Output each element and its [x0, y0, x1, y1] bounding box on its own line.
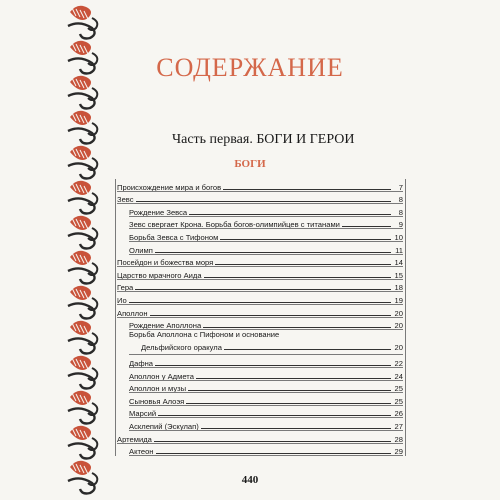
toc-entry-page: 25 — [394, 384, 403, 394]
toc-entry-label: Борьба Аполлона с Пифоном и основание — [129, 330, 280, 340]
toc-entry-page: 8 — [398, 195, 403, 205]
dot-leader — [154, 441, 391, 442]
page-title: СОДЕРЖАНИЕ — [156, 53, 344, 82]
ornament-scroll — [68, 128, 95, 143]
toc-entry-page: 25 — [394, 396, 403, 406]
dot-leader — [186, 403, 391, 404]
toc-entry-label: Зевс свергает Крона. Борьба богов-олимпийцев с титанами — [129, 220, 340, 230]
dot-leader — [223, 189, 391, 190]
dot-leader — [155, 252, 391, 253]
dot-leader — [220, 239, 391, 240]
page-number: 440 — [241, 474, 259, 486]
toc-entry-page: 20 — [394, 321, 403, 331]
toc-entry-label: Аполлон — [117, 308, 148, 318]
toc-entry-label: Актеон — [129, 447, 154, 457]
ornament-scroll — [68, 303, 95, 318]
toc-entry-label: Царство мрачного Аида — [117, 270, 202, 280]
dot-leader — [224, 349, 391, 350]
toc-entry-page: 9 — [398, 220, 403, 230]
toc-entry-label: Ио — [117, 295, 127, 305]
toc-entry-label: Асклепий (Эскулап) — [129, 421, 199, 431]
toc-entry-page: 27 — [394, 421, 403, 431]
dot-leader — [215, 264, 391, 265]
toc-entry-label: Аполлон и музы — [129, 384, 187, 394]
toc-entry-label-continued: Дельфийского оракула — [141, 342, 222, 352]
dot-leader — [204, 277, 391, 278]
toc-entry-label: Борьба Зевса с Тифоном — [129, 232, 219, 242]
dot-leader — [158, 415, 391, 416]
toc-entry-page: 11 — [395, 245, 403, 255]
section-heading: БОГИ — [234, 158, 266, 170]
dot-leader — [150, 315, 391, 316]
toc-entry-label: Рождение Аполлона — [129, 321, 202, 331]
dot-leader — [188, 390, 391, 391]
table-rule — [129, 455, 403, 456]
dot-leader — [189, 214, 391, 215]
dot-leader — [155, 365, 391, 366]
toc-entry-label: Марсий — [129, 409, 157, 419]
table-border-left — [115, 179, 116, 456]
ornament-scroll — [68, 23, 95, 38]
toc-entry-label: Артемида — [117, 434, 152, 444]
dot-leader — [201, 428, 391, 429]
toc-entry-page: 18 — [394, 283, 403, 293]
dot-leader — [129, 302, 391, 303]
toc-entry-page: 24 — [394, 371, 403, 381]
toc-entry-label: Дафна — [129, 358, 154, 368]
toc-entry — [129, 330, 403, 355]
toc-entry-label: Посейдон и божества моря — [117, 258, 214, 268]
toc-entry-page: 29 — [394, 447, 403, 457]
toc-entry-label: Аполлон у Адмета — [129, 371, 194, 381]
dot-leader — [136, 201, 391, 202]
dot-leader — [342, 226, 391, 227]
toc-entry-label: Олимп — [129, 245, 153, 255]
toc-entry-page: 15 — [394, 270, 403, 280]
toc-entry-label: Рождение Зевса — [129, 207, 188, 217]
ornament-scroll — [68, 338, 95, 353]
ornament-scroll — [68, 443, 95, 458]
toc-entry-page: 8 — [398, 207, 403, 217]
toc-entry-page: 22 — [394, 358, 403, 368]
table-border-right — [405, 179, 406, 456]
dot-leader — [156, 453, 391, 454]
ornament-scroll — [68, 233, 95, 248]
toc-entry-page: 20 — [394, 308, 403, 318]
toc-entry-page: 19 — [394, 295, 403, 305]
toc-entry-page: 28 — [394, 434, 403, 444]
dot-leader — [203, 327, 391, 328]
toc-entry-label: Сыновья Алоэя — [129, 396, 185, 406]
toc-entry-page: 14 — [394, 258, 403, 268]
toc-entry-page: 10 — [394, 232, 403, 242]
ornament-scroll — [68, 198, 95, 213]
dot-leader — [196, 378, 391, 379]
toc-entry-page: 7 — [398, 182, 403, 192]
ornament-scroll — [68, 408, 95, 423]
part-heading: Часть первая. БОГИ И ГЕРОИ — [172, 132, 355, 147]
toc-entry-label: Зевс — [117, 195, 134, 205]
ornament-scroll — [68, 93, 95, 108]
toc-entry-page: 20 — [394, 342, 403, 352]
toc-entry-label: Происхождение мира и богов — [117, 182, 222, 192]
ornament-scroll — [68, 268, 95, 283]
dot-leader — [135, 289, 391, 290]
toc-entry-label: Гера — [117, 283, 134, 293]
ornament-scroll — [68, 373, 95, 388]
toc-entry-page: 26 — [394, 409, 403, 419]
